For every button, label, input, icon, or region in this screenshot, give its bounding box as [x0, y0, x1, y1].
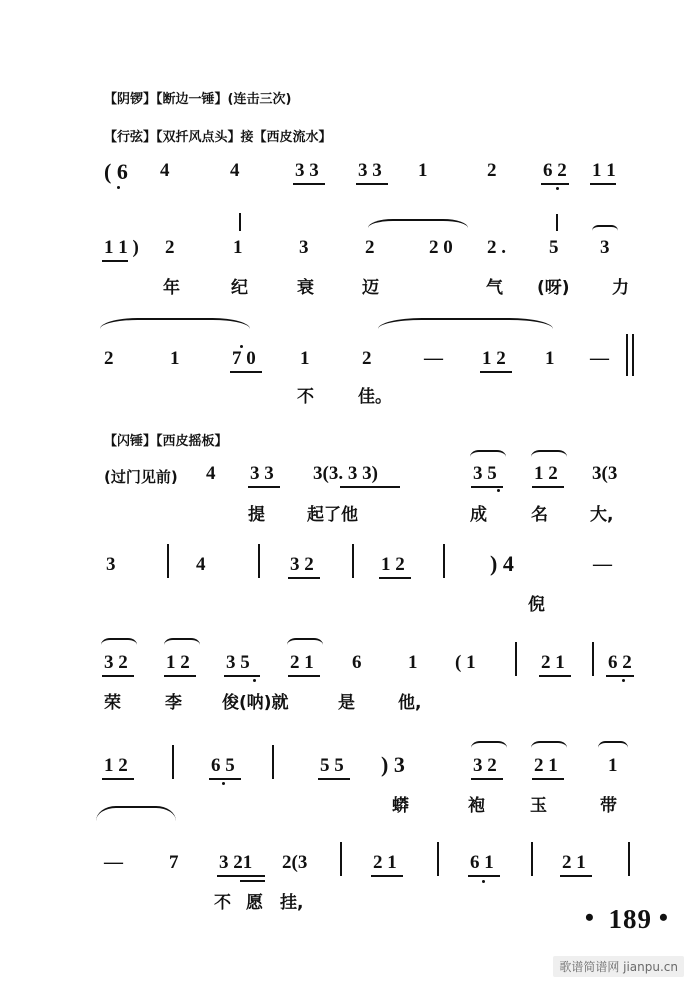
lyric: 带 — [600, 796, 617, 816]
note-group: 3 2 — [104, 652, 128, 673]
lyric: 荣 — [104, 693, 121, 713]
note-group: 1 2 — [166, 652, 190, 673]
watermark: 歌谱简谱网 jianpu.cn — [553, 956, 684, 977]
note-group: 2 1 — [290, 652, 314, 673]
lyric: 李 — [165, 693, 182, 713]
note-group: 1 1 ) — [104, 237, 139, 258]
intro-label: (过门见前) — [104, 468, 178, 486]
note-group: 1 1 — [592, 160, 616, 181]
note-group: — — [593, 554, 612, 575]
note-group: — — [104, 852, 123, 873]
note-group: 6 5 — [211, 755, 235, 776]
lyric: 蟒 — [392, 796, 409, 816]
note-group: 3(3 — [592, 463, 618, 484]
page-number-bullet-right: • — [658, 903, 668, 932]
note-group: ) 3 — [381, 752, 405, 777]
note-group: 1 2 — [104, 755, 128, 776]
note-group: 4 — [196, 554, 206, 575]
page-number: 189 — [608, 904, 652, 934]
note-group: 2 . — [487, 237, 506, 258]
note-group: 1 — [418, 160, 428, 181]
note-group: 4 — [206, 463, 216, 484]
note-group: — — [590, 348, 609, 369]
note-group: 3 2 — [473, 755, 497, 776]
note-group: 2(3 — [282, 852, 308, 873]
lyric: (呀) — [537, 278, 570, 298]
annotation-2: 【行弦】【双扦风点头】接【西皮流水】 — [104, 130, 332, 145]
note-group: 3 3 — [295, 160, 319, 181]
note-group: ( 6 — [104, 159, 128, 184]
lyric: 玉 — [530, 796, 547, 816]
lyric: 力 — [612, 278, 629, 298]
lyric: 迈 — [362, 278, 379, 298]
note-group: 1 — [170, 348, 180, 369]
lyric: 是 — [338, 693, 355, 713]
note-group: 3 21 — [219, 852, 253, 873]
note-group: 2 1 — [534, 755, 558, 776]
lyric: 纪 — [231, 278, 248, 298]
note-group: 2 — [487, 160, 497, 181]
note-group: 2 1 — [373, 852, 397, 873]
lyric: 提 — [248, 505, 265, 525]
lyric: 佳。 — [358, 387, 392, 407]
note-group: 2 — [365, 237, 375, 258]
lyric: 倪 — [528, 595, 545, 615]
note-group: 1 — [545, 348, 555, 369]
note-group: 1 — [233, 237, 243, 258]
note-group: 2 — [362, 348, 372, 369]
note-group: 2 — [165, 237, 175, 258]
note-group: 7 0 — [232, 348, 256, 369]
note-group: 2 1 — [562, 852, 586, 873]
note-group: 3 — [600, 237, 610, 258]
note-group: 6 — [352, 652, 362, 673]
note-group: 3 — [299, 237, 309, 258]
note-group: 1 2 — [482, 348, 506, 369]
note-group: 2 — [104, 348, 114, 369]
lyric: 不 — [297, 387, 314, 407]
lyric: 起了他 — [307, 505, 358, 525]
note-group: 1 2 — [381, 554, 405, 575]
lyric: 俊(呐)就 — [222, 693, 289, 713]
note-group: 4 — [230, 160, 240, 181]
note-group: 3 3 — [358, 160, 382, 181]
lyric: 袍 — [468, 796, 485, 816]
note-group: 3 2 — [290, 554, 314, 575]
note-group: 3(3. 3 3) — [313, 463, 378, 484]
note-group: 5 5 — [320, 755, 344, 776]
note-group: 4 — [160, 160, 170, 181]
note-group: 3 3 — [250, 463, 274, 484]
note-group: 6 2 — [608, 652, 632, 673]
lyric: 气 — [486, 278, 503, 298]
note-group: 6 1 — [470, 852, 494, 873]
note-group: 3 5 — [226, 652, 250, 673]
note-group: ( 1 — [455, 652, 476, 673]
lyric: 成 — [470, 505, 487, 525]
annotation-3: 【闪锤】【西皮摇板】 — [104, 434, 228, 449]
note-group: 1 2 — [534, 463, 558, 484]
note-group: 2 0 — [429, 237, 453, 258]
note-group: 3 — [106, 554, 116, 575]
lyric: 衰 — [297, 278, 314, 298]
lyric: 他, — [398, 693, 422, 713]
note-group: 1 — [300, 348, 310, 369]
note-group: ) 4 — [490, 551, 514, 576]
note-group: 1 — [408, 652, 418, 673]
lyric: 名 — [531, 505, 548, 525]
lyric: 年 — [163, 278, 180, 298]
note-group: 5 — [549, 237, 559, 258]
lyric: 挂, — [280, 893, 304, 913]
note-group: — — [424, 348, 443, 369]
lyric: 不 — [214, 893, 231, 913]
note-group: 7 — [169, 852, 179, 873]
lyric: 愿 — [246, 893, 263, 913]
note-group: 6 2 — [543, 160, 567, 181]
page-number-bullet-left: • — [584, 903, 594, 932]
note-group: 2 1 — [541, 652, 565, 673]
lyric: 大, — [590, 505, 614, 525]
note-group: 3 5 — [473, 463, 497, 484]
annotation-1: 【阴锣】【断边一锤】(连击三次) — [104, 92, 292, 107]
note-group: 1 — [608, 755, 618, 776]
